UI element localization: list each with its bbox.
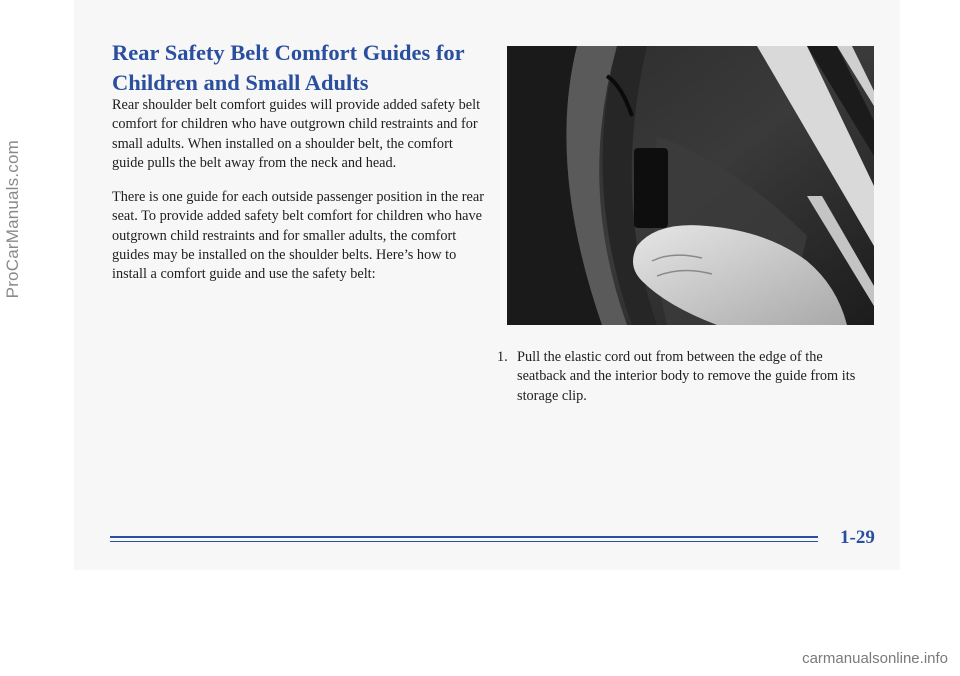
photo-illustration [507,46,874,325]
page-number: 1-29 [840,527,875,548]
intro-paragraph: Rear shoulder belt comfort guides will provide added safety belt comfort for children who have outgrown child restraints and for small adults. When installed on a shoulder belt, the comfort guide pulls the belt away from the neck and head. [112,97,481,171]
rule-line [110,536,818,538]
footer-rule [110,536,818,545]
instruction-paragraph: There is one guide for each outside passenger position in the rear seat. To provide added safety belt comfort for children who have outgrown child restraints and for smaller adults, the comfort guides may be installed on the shoulder belts. Here’s how to install a comfort guide and use the safety belt: [112,189,484,283]
step-item [497,348,877,406]
title-line-2: Children and Small Adults [112,70,369,95]
rule-line [110,541,818,543]
section-title [112,38,492,98]
title-line-1: Rear Safety Belt Comfort Guides for [112,40,465,65]
bottom-watermark: carmanualsonline.info [802,650,948,667]
comfort-guide-photo [507,46,874,325]
step-number: 1. [497,349,508,365]
step-text: Pull the elastic cord out from between the edge of the seatback and the interior body to remove the guide from its storage clip. [517,349,856,404]
side-watermark: ProCarManuals.com [3,140,22,299]
